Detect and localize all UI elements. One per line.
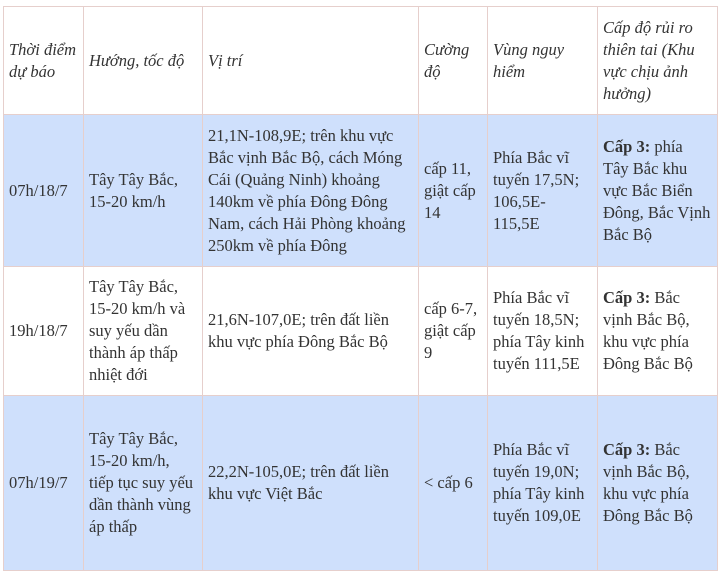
cell-intensity: cấp 6-7, giật cấp 9 [419,267,488,396]
table-row [4,115,718,267]
header-forecast-time: Thời điểm dự báo [4,7,84,115]
cell-risk [598,396,718,571]
cell-intensity: cấp 11, giật cấp 14 [419,115,488,267]
cell-time: 07h/18/7 [4,115,84,267]
cell-direction-speed: Tây Tây Bắc, 15-20 km/h, tiếp tục suy yếu dần thành vùng áp thấp [84,396,203,571]
cell-intensity: < cấp 6 [419,396,488,571]
table-header-row [4,7,718,115]
header-risk-level: Cấp độ rủi ro thiên tai (Khu vực chịu ảnh hưởng) [598,7,718,115]
header-danger-zone: Vùng nguy hiểm [488,7,598,115]
cell-risk [598,267,718,396]
cell-position: 22,2N-105,0E; trên đất liền khu vực Việt Bắc [203,396,419,571]
risk-area-text: phía Tây Bắc khu vực Bắc Biển Đông, Bắc Vịnh Bắc Bộ [603,136,711,244]
storm-forecast-table [3,6,718,571]
cell-danger-zone: Phía Bắc vĩ tuyến 19,0N; phía Tây kinh tuyến 109,0E [488,396,598,571]
cell-position: 21,1N-108,9E; trên khu vực Bắc vịnh Bắc Bộ, cách Móng Cái (Quảng Ninh) khoảng 140km về phía Đông Đông Nam, cách Hải Phòng khoảng 250km về phía Đông [203,115,419,267]
risk-level-label: Cấp 3: [603,136,651,156]
cell-time: 19h/18/7 [4,267,84,396]
cell-direction-speed: Tây Tây Bắc, 15-20 km/h và suy yếu dần thành áp thấp nhiệt đới [84,267,203,396]
header-direction-speed: Hướng, tốc độ [84,7,203,115]
cell-danger-zone: Phía Bắc vĩ tuyến 17,5N; 106,5E-115,5E [488,115,598,267]
cell-position: 21,6N-107,0E; trên đất liền khu vực phía Đông Bắc Bộ [203,267,419,396]
header-position: Vị trí [203,7,419,115]
risk-area-text: Bắc vịnh Bắc Bộ, khu vực phía Đông Bắc Bộ [603,440,693,525]
risk-level-label: Cấp 3: [603,288,651,307]
cell-risk [598,115,718,267]
risk-level-label: Cấp 3: [603,440,651,459]
cell-danger-zone: Phía Bắc vĩ tuyến 18,5N; phía Tây kinh tuyến 111,5E [488,267,598,396]
table-row [4,396,718,571]
cell-time: 07h/19/7 [4,396,84,571]
risk-area-text: Bắc vịnh Bắc Bộ, khu vực phía Đông Bắc Bộ [603,288,693,373]
cell-direction-speed: Tây Tây Bắc, 15-20 km/h [84,115,203,267]
header-intensity: Cường độ [419,7,488,115]
table-row [4,267,718,396]
